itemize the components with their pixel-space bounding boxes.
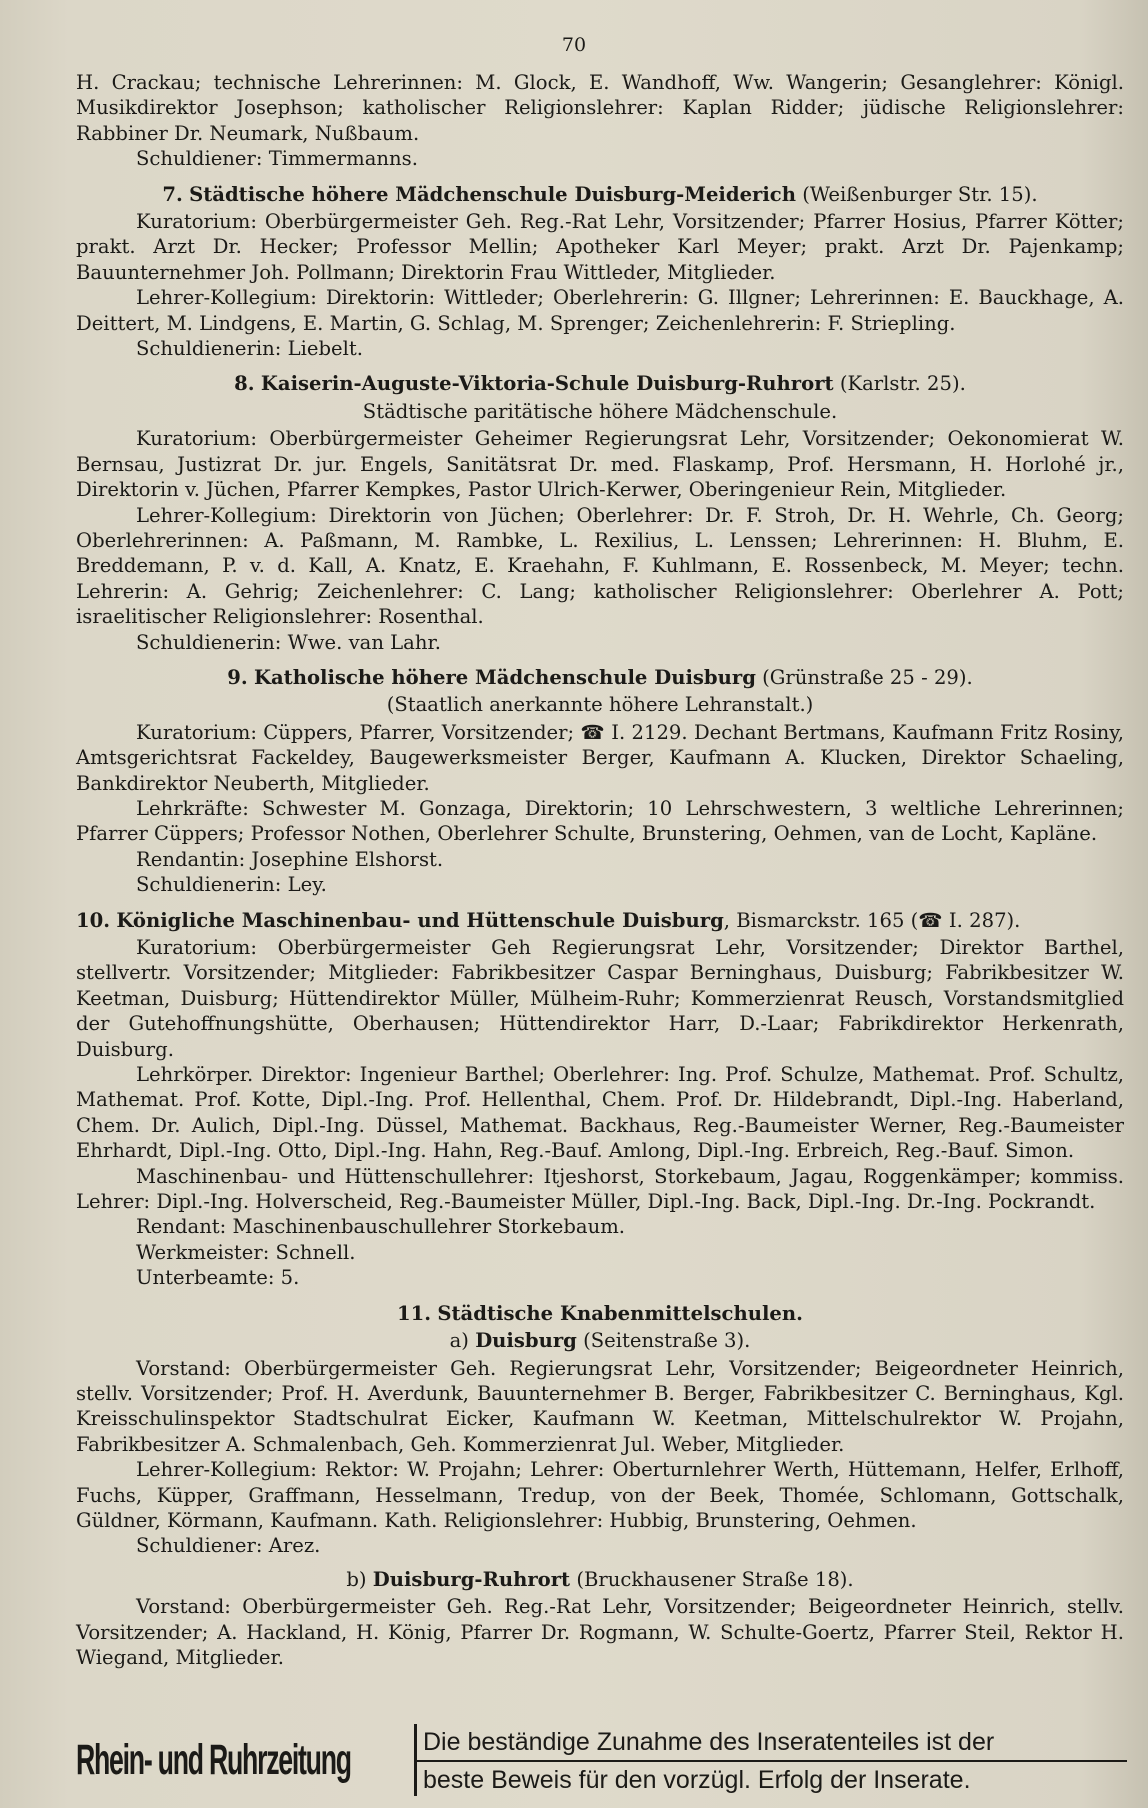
section-8-kuratorium: Kuratorium: Oberbürgermeister Geheimer Regierungsrat Lehr, Vorsitzender; Oekonomierat W. Bernsau, Justizrat Dr. jur. Engels, Sanitätsrat Dr. med. Flaskamp, Prof. Hersmann, H. Horlohé jr., Direktorin v. Jüchen, Pfarrer Kempkes, Pastor Ulrich-Kerwer, Oberingenieur Rein, Mitglieder. <box>76 427 1124 502</box>
section-8-title: Kaiserin-Auguste-Viktoria-Schule Duisburg-Ruhrort <box>260 372 834 396</box>
section-9-number: 9. <box>227 665 248 689</box>
section-10-kuratorium: Kuratorium: Oberbürgermeister Geh Regierungsrat Lehr, Vorsitzender; Direktor Barthel, stellvertr. Vorsitzender; Mitglieder: Fabrikbesitzer Caspar Berninghaus, Duisburg; Fabrikbesitzer W. Keetman, Duisburg; Hüttendirektor Müller, Mülheim-Ruhr; Kommerzienrat Reusch, Vorstandsmitglied der Gutehoffnungshütte, Oberhausen; Hüttendirektor Harr, D.-Laar; Fabrikdirektor Herkenrath, Duisburg. <box>76 936 1124 1061</box>
section-11b-label: b) <box>346 1567 367 1591</box>
section-11-title: Städtische Knabenmittelschulen. <box>437 1301 803 1325</box>
section-10-unterbeamte: Unterbeamte: 5. <box>136 1266 300 1290</box>
section-9-subtitle: (Staatlich anerkannte höhere Lehranstalt.) <box>386 693 814 717</box>
section-7-heading <box>76 182 1124 207</box>
ad-slogan <box>414 1724 1127 1796</box>
section-11-heading <box>76 1301 1124 1326</box>
intro-paragraph: H. Crackau; technische Lehrerinnen: M. Glock, E. Wandhoff, Ww. Wangerin; Gesanglehrer: Königl. Musikdirektor Josephson; katholischer Religionslehrer: Kaplan Ridder; jüdische Religionslehrer: Rabbiner Dr. Neumark, Nußbaum. <box>76 71 1124 145</box>
section-11-number: 11. <box>397 1301 432 1325</box>
section-11a-heading <box>76 1328 1124 1353</box>
section-9-title: Katholische höhere Mädchenschule Duisburg <box>253 665 756 689</box>
section-11a-vorstand: Vorstand: Oberbürgermeister Geh. Regierungsrat Lehr, Vorsitzender; Beigeordneter Heinrich, stellv. Vorsitzender; Prof. H. Averdunk, Bauunternehmer B. Berger, Fabrikbesitzer C. Berninghaus, Kgl. Kreisschulinspektor Stadtschulrat Eicker, Kaufmann W. Keetman, Mittelschulrektor W. Projahn, Fabrikbesitzer A. Schmalenbach, Geh. Kommerzienrat Jul. Weber, Mitglieder. <box>76 1356 1124 1456</box>
section-9-lehrkraefte: Lehrkräfte: Schwester M. Gonzaga, Direktorin; 10 Lehrschwestern, 3 weltliche Lehrerinnen; Pfarrer Cüppers; Professor Nothen, Oberlehrer Schulte, Brunstering, Oehmen, van de Locht, Kapläne. <box>76 796 1124 846</box>
section-9-address: (Grünstraße 25 - 29). <box>762 665 973 689</box>
section-10-lehrer: Maschinenbau- und Hüttenschullehrer: Itjeshorst, Storkebaum, Jagau, Roggenkämper; kommiss. Lehrer: Dipl.-Ing. Holverscheid, Reg.-Baumeister Müller, Dipl.-Ing. Back, Dipl.-Ing. Dr.-Ing. Pockrandt. <box>76 1164 1124 1214</box>
section-8-address: (Karlstr. 25). <box>839 372 966 396</box>
section-8-number: 8. <box>234 372 255 396</box>
section-11a-place: Duisburg <box>475 1329 577 1353</box>
section-10-lehrkoerper: Lehrkörper. Direktor: Ingenieur Barthel; Oberlehrer: Ing. Prof. Schulze, Mathemat. Prof. Schultz, Mathemat. Prof. Kotte, Dipl.-Ing. Prof. Hellenthal, Chem. Prof. Dr. Hildebrandt, Dipl.-Ing. Haberland, Chem. Dr. Aulich, Dipl.-Ing. Düssel, Mathemat. Backhaus, Reg.-Baumeister Werner, Reg.-Baumeister Ehrhardt, Dipl.-Ing. Otto, Dipl.-Ing. Hahn, Reg.-Bauf. Amlong, Dipl.-Ing. Erbreich, Reg.-Bauf. Simon. <box>76 1063 1124 1163</box>
section-9-kuratorium: Kuratorium: Cüppers, Pfarrer, Vorsitzender; ☎ I. 2129. Dechant Bertmans, Kaufmann Fritz Rosiny, Amtsgerichtsrat Fackeldey, Baugewerksmeister Berger, Kaufmann A. Klucken, Direktor Schaeling, Bankdirektor Neuberth, Mitglieder. <box>76 720 1124 795</box>
section-11a-label: a) <box>449 1329 469 1353</box>
section-11a-address: (Seitenstraße 3). <box>583 1329 751 1353</box>
section-11b-heading <box>76 1567 1124 1592</box>
section-9-schuldienerin: Schuldienerin: Ley. <box>136 873 327 897</box>
section-11b-place: Duisburg-Ruhrort <box>372 1567 571 1591</box>
section-10-number: 10. <box>76 908 111 932</box>
newspaper-advertisement <box>76 1724 1124 1796</box>
section-11a-schuldiener: Schuldiener: Arez. <box>136 1534 321 1558</box>
section-10-werkmeister: Werkmeister: Schnell. <box>136 1240 356 1264</box>
ad-brand: Rhein- und Ruhrzeitung <box>76 1736 351 1784</box>
section-7-address: (Weißenburger Str. 15). <box>802 182 1038 206</box>
page-number: 70 <box>561 34 587 56</box>
section-8-subtitle: Städtische paritätische höhere Mädchenschule. <box>362 399 838 423</box>
section-8-schuldienerin: Schuldienerin: Wwe. van Lahr. <box>136 630 441 654</box>
section-11a-kollegium: Lehrer-Kollegium: Rektor: W. Projahn; Lehrer: Oberturnlehrer Werth, Hüttemann, Helfer, Erlhoff, Fuchs, Küpper, Graffmann, Hesselmann, Tredup, von der Beek, Thomée, Schlomann, Gottschalk, Güldner, Körmann, Kaufmann. Kath. Religionslehrer: Hubbig, Brunstering, Oehmen. <box>76 1458 1124 1532</box>
section-8-kollegium: Lehrer-Kollegium: Direktorin von Jüchen; Oberlehrer: Dr. F. Stroh, Dr. H. Wehrle, Ch. Georg; Oberlehrerinnen: A. Paßmann, M. Rambke, L. Rexilius, L. Lenssen; Lehrerinnen: H. Bluhm, E. Breddemann, P. v. d. Kall, A. Knatz, E. Kraehahn, F. Kuhlmann, E. Rossenbeck, M. Meyer; techn. Lehrerin: A. Gehrig; Zeichenlehrer: C. Lang; katholischer Religionslehrer: Oberlehrer A. Pott; israelitischer Religionslehrer: Rosenthal. <box>76 503 1124 629</box>
section-7-kollegium: Lehrer-Kollegium: Direktorin: Wittleder; Oberlehrerin: G. Illgner; Lehrerinnen: E. Bauckhage, A. Deittert, M. Lindgens, E. Martin, G. Schlag, M. Sprenger; Zeichenlehrerin: F. Striepling. <box>76 286 1124 335</box>
ad-slogan-line-2: beste Beweis für den vorzügl. Erfolg der Inserate. <box>423 1766 971 1794</box>
document-body <box>76 70 1124 1670</box>
ad-slogan-line-1: Die beständige Zunahme des Inseratenteiles ist der <box>417 1724 1127 1762</box>
section-8-heading <box>76 371 1124 396</box>
section-10-title: Königliche Maschinenbau- und Hüttenschule Duisburg <box>116 908 724 932</box>
section-9-heading <box>76 665 1124 690</box>
section-7-schuldienerin: Schuldienerin: Liebelt. <box>136 337 363 361</box>
section-7-title: Städtische höhere Mädchenschule Duisburg-Meiderich <box>189 182 796 206</box>
section-10-address: , Bismarckstr. 165 (☎ I. 287). <box>723 908 1021 932</box>
section-7-number: 7. <box>162 182 183 206</box>
section-10-rendant: Rendant: Maschinenbauschullehrer Storkebaum. <box>136 1215 626 1239</box>
section-11b-vorstand: Vorstand: Oberbürgermeister Geh. Reg.-Rat Lehr, Vorsitzender; Beigeordneter Heinrich, stellv. Vorsitzender; A. Hackland, H. König, Pfarrer Dr. Rogmann, W. Schulte-Goertz, Pfarrer Steil, Rektor H. Wiegand, Mitglieder. <box>76 1595 1124 1669</box>
section-7-kuratorium: Kuratorium: Oberbürgermeister Geh. Reg.-Rat Lehr, Vorsitzender; Pfarrer Hosius, Pfarrer Kötter; prakt. Arzt Dr. Hecker; Professor Mellin; Apotheker Karl Meyer; prakt. Arzt Dr. Pajenkamp; Bauunternehmer Joh. Pollmann; Direktorin Frau Wittleder, Mitglieder. <box>76 210 1124 284</box>
section-11b-address: (Bruckhausener Straße 18). <box>576 1567 854 1591</box>
section-10-heading <box>76 908 1124 933</box>
section-9-rendantin: Rendantin: Josephine Elshorst. <box>136 847 444 871</box>
intro-schuldiener: Schuldiener: Timmermanns. <box>136 147 418 171</box>
